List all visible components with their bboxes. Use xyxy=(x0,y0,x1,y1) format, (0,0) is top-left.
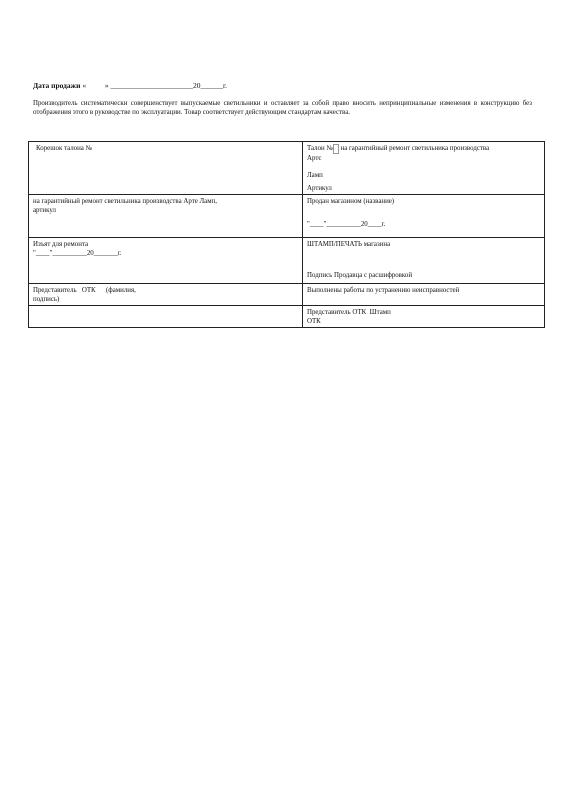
qc-stamp-cell xyxy=(303,306,545,328)
qc-representative-label: Представитель ОТК (фамилия, xyxy=(33,287,136,294)
repair-works-cell xyxy=(303,284,545,306)
qc-signature-label: подпись) xyxy=(33,296,60,303)
coupon-stub-cell xyxy=(29,142,303,195)
sold-by-label: Продан магазином (название) xyxy=(307,198,395,205)
qc-representative-cell xyxy=(29,284,303,306)
table-row xyxy=(29,306,545,328)
stub-repair-cell xyxy=(29,195,303,238)
stub-repair-text: на гарантийный ремонт светильника производства Арте Ламп, xyxy=(33,198,217,205)
shop-stamp-cell xyxy=(303,238,545,284)
sale-date-label: Дата продажи xyxy=(33,81,81,90)
table-row xyxy=(29,238,545,284)
article-label: Артикул xyxy=(307,185,332,192)
qc-stamp-label: Представитель ОТК Штамп xyxy=(307,309,391,316)
warranty-coupon-table xyxy=(28,141,545,328)
coupon-stub-number-label: Корешок талона № xyxy=(36,145,93,152)
qc-stamp-label-2: ОТК xyxy=(307,318,321,325)
withdrawn-date-blank: "____"__________20_______г. xyxy=(33,250,122,257)
sold-date-blank: "____"__________20____г. xyxy=(307,221,386,228)
manufacturer-name-line1: Артє xyxy=(307,155,322,162)
coupon-title: на гарантийный ремонт светильника производства xyxy=(340,145,490,152)
seller-signature-label: Подпись Продавца с расшифровкой xyxy=(307,272,413,279)
coupon-number-box xyxy=(333,144,339,154)
manufacturer-disclaimer: Производитель систематически совершенствует выпускаемые светильники и оставляет за собой право вносить непринципиальные изменения в конструкцию без отображения этого в руководстве по эксплуатации. Товар соответствует действующим стандартам качества. xyxy=(33,100,532,116)
table-row xyxy=(29,195,545,238)
table-row xyxy=(29,284,545,306)
manufacturer-name-line2: Ламп xyxy=(307,172,323,179)
withdrawn-cell xyxy=(29,238,303,284)
sold-by-cell xyxy=(303,195,545,238)
empty-cell xyxy=(29,306,303,328)
sale-date-blank: « » ______________________20______г. xyxy=(80,81,228,90)
repair-works-label: Выполнены работы по устранению неисправностей xyxy=(307,287,460,294)
coupon-number-label: Талон № xyxy=(307,145,334,152)
sale-date-line xyxy=(33,81,227,91)
withdrawn-label: Изъят для ремонта xyxy=(33,241,89,248)
coupon-header-cell xyxy=(303,142,545,195)
shop-stamp-label: ШТАМП/ПЕЧАТЬ магазина xyxy=(307,241,391,248)
table-row xyxy=(29,142,545,195)
stub-article-label: артикул xyxy=(33,207,56,214)
